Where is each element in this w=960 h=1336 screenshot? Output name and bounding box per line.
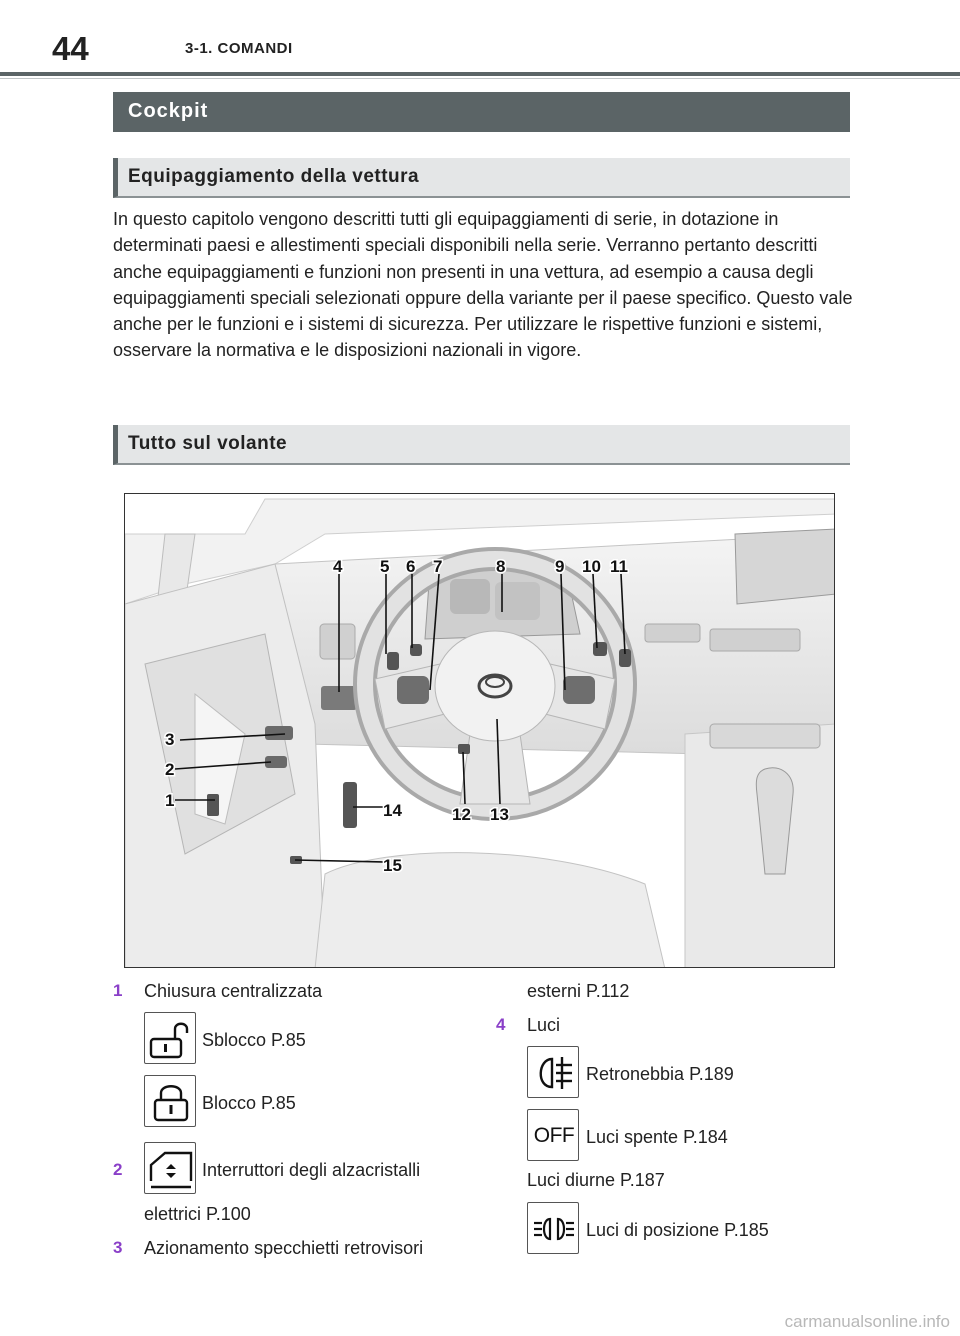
legend-item-2-number: 2 bbox=[113, 1160, 123, 1179]
callout-7: 7 bbox=[433, 557, 443, 576]
watermark: carmanualsonline.info bbox=[784, 1312, 950, 1331]
drl-description: Luci diurne P.187 bbox=[527, 1170, 665, 1190]
callout-3: 3 bbox=[165, 730, 175, 749]
callout-8: 8 bbox=[496, 557, 506, 576]
callout-14: 14 bbox=[383, 801, 402, 820]
legend-item-4-number: 4 bbox=[496, 1015, 506, 1034]
callout-1: 1 bbox=[165, 791, 175, 810]
parking-light-icon bbox=[527, 1202, 579, 1254]
lock-icon bbox=[144, 1075, 196, 1127]
parking-light-description: Luci di posizione P.185 bbox=[586, 1220, 769, 1240]
intro-paragraph: In questo capitolo vengono descritti tutti gli equipaggiamenti di serie, in dotazione in determinati paesi e allestimenti speciali disponibili nella serie. Verranno pertanto descritti anche equipaggiamenti e funzioni non presenti in una vettura, ad esempio a causa degli equipaggiamenti speciali selezionati oppure della variante per il paese specifico. Questo vale anche per le funzioni e i sistemi di sicurezza. Per utilizzare le rispettive funzioni e sistemi, osservare la normativa e le disposizioni nazionali in vigore. bbox=[113, 209, 853, 361]
callout-9: 9 bbox=[555, 557, 565, 576]
unlock-description: Sblocco P.85 bbox=[202, 1030, 306, 1050]
lock-description: Blocco P.85 bbox=[202, 1093, 296, 1113]
callout-2: 2 bbox=[165, 760, 175, 779]
window-switch-icon bbox=[144, 1142, 196, 1194]
legend-item-3-number: 3 bbox=[113, 1238, 123, 1257]
legend-item-1-label: Chiusura centralizzata bbox=[144, 981, 323, 1001]
page-number: 44 bbox=[52, 30, 89, 67]
legend-item-4-label: Luci bbox=[527, 1015, 561, 1035]
callout-13: 13 bbox=[490, 805, 509, 824]
callout-11: 11 bbox=[610, 557, 628, 576]
subsection-equipment-title: Equipaggiamento della vettura bbox=[113, 158, 850, 198]
window-switch-description-cont: elettrici P.100 bbox=[144, 1204, 251, 1224]
header-divider-light bbox=[0, 78, 960, 79]
callout-10: 10 bbox=[582, 557, 601, 576]
callout-5: 5 bbox=[380, 557, 390, 576]
callout-4: 4 bbox=[333, 557, 343, 576]
chapter-title: 3-1. COMANDI bbox=[185, 40, 293, 57]
rear-fog-description: Retronebbia P.189 bbox=[586, 1064, 734, 1084]
callout-15: 15 bbox=[383, 856, 402, 875]
cockpit-drawing bbox=[125, 494, 835, 968]
section-title-bar: Cockpit bbox=[113, 92, 850, 132]
callout-12: 12 bbox=[452, 805, 471, 824]
rear-fog-light-icon bbox=[527, 1046, 579, 1098]
unlock-icon bbox=[144, 1012, 196, 1064]
callout-6: 6 bbox=[406, 557, 416, 576]
lights-off-icon bbox=[527, 1109, 579, 1161]
window-switch-description: Interruttori degli alzacristalli bbox=[202, 1160, 421, 1180]
header-divider bbox=[0, 72, 960, 76]
legend-item-1-number: 1 bbox=[113, 981, 123, 1000]
lights-off-icon-label: OFF bbox=[533, 1124, 575, 1147]
subsection-wheel-title: Tutto sul volante bbox=[113, 425, 850, 465]
lights-off-description: Luci spente P.184 bbox=[586, 1127, 728, 1147]
cockpit-illustration bbox=[124, 493, 835, 968]
mirror-description-cont: esterni P.112 bbox=[527, 981, 630, 1001]
mirror-description: Azionamento specchietti retrovisori bbox=[144, 1238, 424, 1258]
